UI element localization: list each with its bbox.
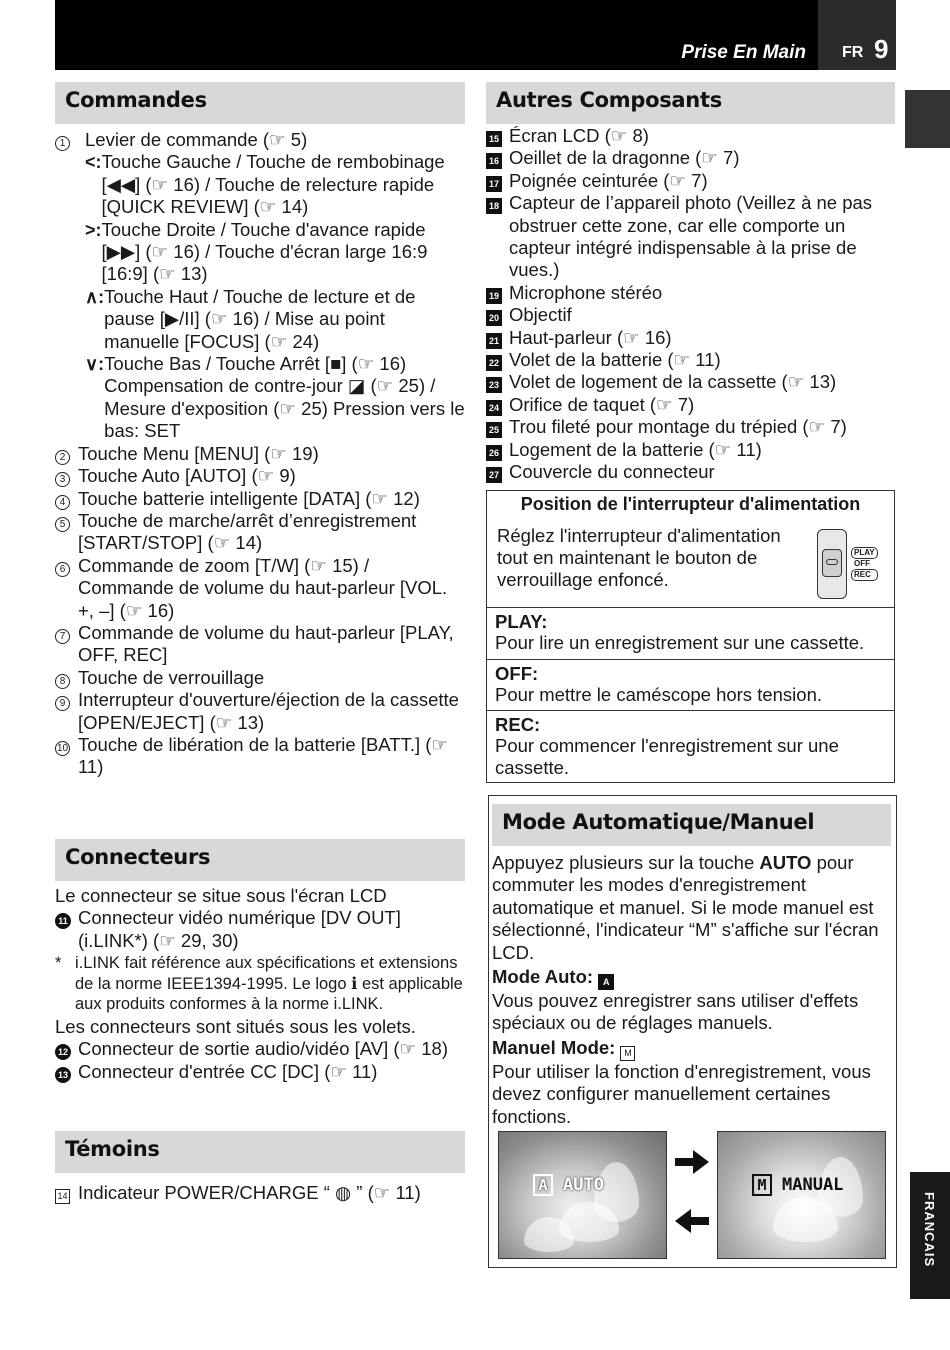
mode-manual-text: Pour utiliser la fonction d'enregistrement, vous devez configurer manuellement certaines fonctions. — [492, 1060, 871, 1127]
manual-mode-icon: M — [620, 1046, 635, 1061]
item-text: Touche Bas / Touche Arrêt [■] (☞ 16) Compensation de contre-jour ◪ (☞ 25) / Mesure d'exposition (☞ 25) Pression vers le bas: SET — [104, 353, 465, 442]
page-number: 9 — [874, 34, 889, 64]
item-number: 1 — [55, 136, 70, 151]
auto-screen-text: AUTO — [563, 1175, 604, 1195]
item-text: Volet de logement de la cassette (☞ 13) — [509, 371, 837, 393]
list-subitem — [85, 353, 465, 443]
item-text: Objectif — [509, 304, 572, 326]
left-arrow-icon: <: — [85, 152, 102, 173]
item-number: 9 — [55, 696, 70, 711]
item-number: 24 — [486, 400, 502, 416]
item-text: Oeillet de la dragonne (☞ 7) — [509, 147, 740, 169]
manual-screen-label — [752, 1174, 843, 1196]
temoins-list — [55, 1182, 465, 1204]
item-text: Orifice de taquet (☞ 7) — [509, 393, 695, 415]
down-arrow-icon: ∨: — [85, 354, 105, 375]
item-text: Logement de la batterie (☞ 11) — [509, 438, 762, 460]
list-item — [486, 461, 896, 483]
item-text: Connecteur d'entrée CC [DC] (☞ 11) — [78, 1060, 378, 1082]
power-row-text: Pour lire un enregistrement sur une cassette. — [495, 632, 865, 653]
power-row-text: Pour mettre le caméscope hors tension. — [495, 684, 822, 705]
side-tab-marker — [905, 90, 950, 148]
auto-screen-label — [533, 1174, 604, 1196]
power-row-label: PLAY: — [495, 611, 548, 632]
item-text: Levier de commande (☞ 5) — [85, 129, 308, 150]
mode-manual-title — [492, 1037, 892, 1061]
item-text: Commande de zoom [T/W] (☞ 15) / Commande de volume du haut-parleur [VOL. +, –] (☞ 16) — [78, 554, 448, 621]
item-number: 23 — [486, 377, 502, 393]
autres-composants-list — [486, 125, 896, 484]
list-item — [55, 622, 465, 667]
language-code: FR — [842, 44, 864, 61]
list-item — [486, 147, 896, 169]
power-switch-intro-area — [487, 519, 894, 607]
item-number: 6 — [55, 562, 70, 577]
list-item — [486, 371, 896, 393]
page-number-box — [818, 0, 896, 70]
item-number: 4 — [55, 495, 70, 510]
item-number: 26 — [486, 445, 502, 461]
switch-label-off: OFF — [854, 559, 870, 568]
item-number: 2 — [55, 450, 70, 465]
list-item — [55, 443, 465, 465]
list-item — [55, 510, 465, 555]
list-item — [55, 1038, 465, 1060]
mode-auto-title — [492, 966, 892, 990]
item-number: 17 — [486, 176, 502, 192]
item-number: 15 — [486, 131, 502, 147]
item-number: 11 — [55, 913, 71, 929]
switch-label-play: PLAY — [851, 547, 878, 559]
item-text: Touche de marche/arrêt d’enregistrement [START/STOP] (☞ 14) — [78, 509, 417, 554]
item-number: 10 — [56, 742, 69, 754]
list-item — [486, 192, 896, 282]
language-side-tab — [910, 1172, 950, 1299]
list-item — [55, 1061, 465, 1083]
item-text: Touche Haut / Touche de lecture et de pause [▶/II] (☞ 16) / Mise au point manuelle [FOCUS] (☞ 24) — [104, 285, 416, 352]
power-row-text: Pour commencer l'enregistrement sur une cassette. — [495, 735, 839, 778]
list-item — [55, 555, 465, 622]
item-text: Touche Auto [AUTO] (☞ 9) — [78, 465, 296, 487]
list-item — [486, 125, 896, 147]
autres-composants-heading: Autres Composants — [486, 82, 895, 124]
item-text: Microphone stéréo — [509, 281, 663, 303]
commandes-list — [55, 129, 465, 779]
item-number: 8 — [55, 674, 70, 689]
item-number: 22 — [486, 355, 502, 371]
item-number: 13 — [55, 1067, 71, 1083]
auto-key-label: AUTO — [759, 852, 812, 873]
mode-intro — [492, 852, 892, 964]
item-number: 19 — [486, 288, 502, 304]
item-text: Capteur de l’appareil photo (Veillez à ne pas obstruer cette zone, car elle comporte un capteur intégré indispensable à la prise de vues.) — [509, 192, 873, 281]
item-number: 27 — [486, 467, 502, 483]
mode-text — [492, 852, 892, 1128]
item-text: Touche batterie intelligente [DATA] (☞ 12) — [78, 487, 420, 509]
list-item — [486, 282, 896, 304]
item-text: Touche Droite / Touche d'avance rapide [▶▶] (☞ 16) / Touche d'écran large 16:9 [16:9] (☞ 13) — [101, 218, 428, 285]
temoins-heading: Témoins — [55, 1131, 465, 1173]
header-bar — [55, 0, 818, 70]
item-text: Touche de libération de la batterie [BATT.] (☞ 11) — [78, 733, 448, 778]
footnote-text: i.LINK fait référence aux spécifications et extensions de la norme IEEE1394-1995. Le logo ℹ est applicable aux produits conformes à la norme i.LINK. — [75, 954, 463, 1014]
item-text: Volet de la batterie (☞ 11) — [509, 349, 721, 371]
list-item — [486, 304, 896, 326]
manual-screen-image — [717, 1131, 886, 1259]
power-switch-box — [486, 490, 895, 783]
item-number: 21 — [486, 333, 502, 349]
item-text: Trou fileté pour montage du trépied (☞ 7) — [509, 416, 847, 438]
mode-heading: Mode Automatique/Manuel — [492, 804, 891, 846]
manual-screen-text: MANUAL — [782, 1175, 844, 1195]
power-row-label: OFF: — [495, 663, 539, 684]
item-text: Touche de verrouillage — [78, 666, 265, 688]
commandes-heading: Commandes — [55, 82, 465, 124]
item-number: 12 — [55, 1044, 71, 1060]
mode-intro-a: Appuyez plusieurs sur la touche — [492, 852, 760, 873]
list-item — [486, 170, 896, 192]
mode-intro-c: pour commuter les modes d'enregistrement automatique et manuel. Si le mode manuel est sélectionné, l'indicateur “M” s'affiche sur l'écran LCD. — [492, 852, 879, 963]
item-text: Haut-parleur (☞ 16) — [509, 326, 672, 348]
mode-auto-text: Vous pouvez enregistrer sans utiliser d'effets spéciaux ou de réglages manuels. — [492, 990, 859, 1034]
list-item — [55, 1182, 465, 1204]
switch-label-rec: REC — [851, 569, 878, 581]
mode-manual-label: Manuel Mode: — [492, 1036, 616, 1058]
footnote — [55, 953, 465, 1015]
list-item — [55, 465, 465, 487]
list-item — [486, 439, 896, 461]
up-arrow-icon: ∧: — [85, 286, 105, 307]
list-subitem — [85, 219, 465, 286]
item-number: 25 — [486, 422, 502, 438]
connecteurs-heading: Connecteurs — [55, 839, 465, 881]
connecteurs-list — [55, 885, 465, 1083]
power-row-label: REC: — [495, 714, 541, 735]
auto-mode-icon: A — [598, 974, 614, 990]
section-title: Prise En Main — [681, 42, 806, 63]
power-switch-intro: Réglez l'interrupteur d'alimentation tout en maintenant le bouton de verrouillage enfoncé. — [497, 525, 781, 590]
auto-a-icon: A — [533, 1174, 553, 1196]
language-side-label: FRANCAIS — [922, 1192, 937, 1268]
list-subitem — [85, 151, 465, 218]
power-switch-heading: Position de l'interrupteur d'alimentation — [520, 494, 861, 514]
item-number: 7 — [55, 629, 70, 644]
item-text: Connecteur de sortie audio/vidéo [AV] (☞ 18) — [78, 1038, 448, 1060]
manual-m-icon: M — [752, 1174, 772, 1196]
right-arrow-icon: >: — [85, 219, 102, 240]
item-text: Commande de volume du haut-parleur [PLAY, OFF, REC] — [78, 621, 454, 666]
left-arrow-icon — [675, 1209, 709, 1238]
list-item — [486, 394, 896, 416]
item-number: 20 — [486, 310, 502, 326]
item-number: 16 — [486, 153, 502, 169]
list-item — [486, 349, 896, 371]
list-subitem — [85, 286, 465, 353]
item-text: Connecteur vidéo numérique [DV OUT] (i.LINK*) (☞ 29, 30) — [78, 907, 401, 951]
connecteurs-intro-2: Les connecteurs sont situés sous les volets. — [55, 1015, 416, 1037]
item-text: Écran LCD (☞ 8) — [509, 125, 649, 146]
item-text: Touche Menu [MENU] (☞ 19) — [78, 442, 319, 464]
item-text: Touche Gauche / Touche de rembobinage [◀◀] (☞ 16) / Touche de relecture rapide [QUICK REVIEW] (☞ 14) — [101, 151, 445, 218]
auto-screen-image — [498, 1131, 667, 1259]
item-text: Couvercle du connecteur — [509, 461, 715, 483]
mode-auto-label: Mode Auto: — [492, 966, 594, 988]
footnote-marker: * — [55, 954, 62, 973]
item-number: 5 — [55, 517, 70, 532]
list-item — [55, 667, 465, 689]
list-item — [486, 416, 896, 438]
item-text: Interrupteur d'ouverture/éjection de la cassette [OPEN/EJECT] (☞ 13) — [78, 689, 459, 733]
list-item — [55, 907, 465, 952]
item-number: 3 — [55, 472, 70, 487]
power-row-play — [487, 607, 894, 659]
connecteurs-intro: Le connecteur se situe sous l'écran LCD — [55, 885, 387, 906]
power-row-rec — [487, 710, 894, 782]
list-item — [55, 488, 465, 510]
power-row-off — [487, 659, 894, 710]
item-text: Poignée ceinturée (☞ 7) — [509, 169, 708, 191]
item-text: Indicateur POWER/CHARGE “ ◍ ” (☞ 11) — [78, 1182, 421, 1203]
mode-box — [488, 795, 897, 1268]
right-arrow-icon — [675, 1150, 709, 1179]
list-item — [55, 734, 465, 779]
item-number: 14 — [55, 1189, 70, 1204]
list-item — [55, 129, 465, 151]
item-number: 18 — [486, 198, 502, 214]
power-switch-icon — [817, 529, 875, 601]
list-item — [486, 327, 896, 349]
list-item — [55, 689, 465, 734]
